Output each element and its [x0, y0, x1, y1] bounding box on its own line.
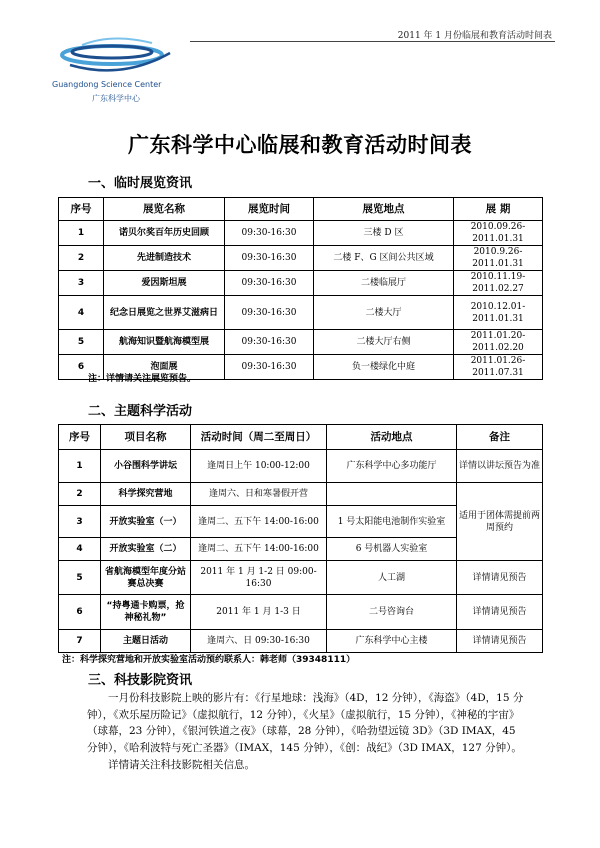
table-cell: 5 [59, 330, 104, 355]
table-cell: 二楼大厅右侧 [314, 330, 454, 355]
table-cell: 5 [59, 561, 101, 595]
table-cell: 2010.11.19-2011.02.27 [454, 271, 543, 296]
column-header: 活动时间（周二至周日） [191, 425, 327, 450]
column-header: 展 期 [454, 198, 543, 221]
table-cell: 广东科学中心主楼 [327, 630, 457, 653]
table-cell: 6 [59, 595, 101, 630]
column-header: 项目名称 [101, 425, 191, 450]
table-row [59, 595, 543, 630]
table-cell: 广东科学中心多功能厅 [327, 450, 457, 483]
column-header: 备注 [457, 425, 543, 450]
exhibition-table [58, 197, 543, 380]
table-row [59, 296, 543, 330]
table-cell: 适用于团体需提前两周预约 [457, 483, 543, 561]
table-cell: 二楼大厅 [314, 296, 454, 330]
table-cell: 2 [59, 246, 104, 271]
table-cell: 09:30-16:30 [225, 271, 314, 296]
table-cell: 详情请见预告 [457, 561, 543, 595]
table-cell: 详情以讲坛预告为准 [457, 450, 543, 483]
table-row [59, 483, 543, 506]
table-cell [327, 483, 457, 506]
table-row [59, 221, 543, 246]
table-cell: 二楼 F、G 区间公共区域 [314, 246, 454, 271]
table-cell: 纪念日展览之世界艾滋病日 [104, 296, 225, 330]
section1-note: 注：详情请关注展览预告。 [88, 374, 197, 384]
table-cell: 2010.12.01-2011.01.31 [454, 296, 543, 330]
table-cell: 三楼 D 区 [314, 221, 454, 246]
table-cell: 二楼临展厅 [314, 271, 454, 296]
table-cell: 逢周六、日 09:30-16:30 [191, 630, 327, 653]
table-cell: 开放实验室（二） [101, 538, 191, 561]
table-cell: 逢周二、五下午 14:00-16:00 [191, 506, 327, 538]
table-cell: 主题日活动 [101, 630, 191, 653]
table-cell: 泡面展 [104, 355, 225, 380]
table-cell: 爱因斯坦展 [104, 271, 225, 296]
section2-heading: 二、主题科学活动 [88, 404, 193, 419]
table-cell: 09:30-16:30 [225, 355, 314, 380]
cinema-paragraph: 一月份科技影院上映的影片有：《行星地球：浅海》（4D，12 分钟），《海盗》（4D，15 分钟），《欢乐屋历险记》（虚拟航行，12 分钟），《火星》（虚拟航行，15 分钟），《神秘的宇宙》（球幕，23 分钟），《银河铁道之夜》（球幕，28 分钟），《哈勃望远镜 3D》（3D IMAX，45 分钟），《哈利波特与死亡圣器》（IMAX，145 分钟），《创：战纪》（3D IMAX，127 分钟）。 [87, 692, 524, 755]
section3-heading: 三、科技影院资讯 [88, 673, 193, 688]
table-row [59, 630, 543, 653]
column-header: 序号 [59, 198, 104, 221]
table-cell: 诺贝尔奖百年历史回顾 [104, 221, 225, 246]
table-row [59, 450, 543, 483]
table-cell: 先进制造技术 [104, 246, 225, 271]
table-cell: 负一楼绿化中庭 [314, 355, 454, 380]
table-cell: 6 [59, 355, 104, 380]
column-header: 展览名称 [104, 198, 225, 221]
table-cell: 详情请见预告 [457, 595, 543, 630]
table-row [59, 271, 543, 296]
table-cell: 逢周二、五下午 14:00-16:00 [191, 538, 327, 561]
column-header: 展览地点 [314, 198, 454, 221]
table-header-row [59, 198, 543, 221]
table-cell: 1 [59, 450, 101, 483]
column-header: 展览时间 [225, 198, 314, 221]
table-cell: 2011 年 1 月 1-3 日 [191, 595, 327, 630]
table-cell: 2011.01.20-2011.02.20 [454, 330, 543, 355]
table-cell: 科学探究营地 [101, 483, 191, 506]
table-row [59, 246, 543, 271]
guangdong-science-center-logo [52, 25, 182, 105]
table-cell: 航海知识暨航海模型展 [104, 330, 225, 355]
table-cell: 开放实验室（一） [101, 506, 191, 538]
logo-chinese-text: 广东科学中心 [92, 94, 140, 103]
header-divider [190, 41, 555, 42]
table-cell: 二号咨询台 [327, 595, 457, 630]
table-cell: 09:30-16:30 [225, 221, 314, 246]
table-cell: 逢周六、日和寒暑假开营 [191, 483, 327, 506]
table-cell: 1 [59, 221, 104, 246]
table-cell: 2010.9.26-2011.01.31 [454, 246, 543, 271]
cinema-closing: 详情请关注科技影院相关信息。 [108, 758, 255, 771]
logo-english-text: Guangdong Science Center [52, 80, 162, 89]
table-cell: 3 [59, 506, 101, 538]
table-cell: 09:30-16:30 [225, 330, 314, 355]
table-cell: 2010.09.26-2011.01.31 [454, 221, 543, 246]
table-cell: 3 [59, 271, 104, 296]
section1-heading: 一、临时展览资讯 [88, 176, 193, 191]
table-cell: “持粤通卡购票，抢神秘礼物” [101, 595, 191, 630]
table-cell: 2 [59, 483, 101, 506]
table-cell: 09:30-16:30 [225, 246, 314, 271]
table-cell: 人工湖 [327, 561, 457, 595]
table-cell: 详情请见预告 [457, 630, 543, 653]
running-header: 2011 年 1 月份临展和教育活动时间表 [397, 31, 552, 41]
cinema-info [87, 690, 527, 774]
table-cell: 2011 年 1 月 1-2 日 09:00-16:30 [191, 561, 327, 595]
table-cell: 4 [59, 538, 101, 561]
column-header: 序号 [59, 425, 101, 450]
activity-table [58, 424, 543, 653]
table-cell: 6 号机器人实验室 [327, 538, 457, 561]
table-row [59, 561, 543, 595]
table-cell: 1 号太阳能电池制作实验室 [327, 506, 457, 538]
table-cell: 7 [59, 630, 101, 653]
table-cell: 省航海模型年度分站赛总决赛 [101, 561, 191, 595]
logo-swoosh-icon [52, 25, 182, 80]
table-cell: 逢周日上午 10:00-12:00 [191, 450, 327, 483]
table-cell: 4 [59, 296, 104, 330]
table-cell: 09:30-16:30 [225, 296, 314, 330]
table-header-row [59, 425, 543, 450]
table-cell: 2011.01.26-2011.07.31 [454, 355, 543, 380]
table-cell: 小谷围科学讲坛 [101, 450, 191, 483]
table-row [59, 330, 543, 355]
page-title: 广东科学中心临展和教育活动时间表 [128, 133, 472, 157]
section2-note: 注：科学探究营地和开放实验室活动预约联系人：韩老师（39348111） [62, 655, 356, 665]
column-header: 活动地点 [327, 425, 457, 450]
